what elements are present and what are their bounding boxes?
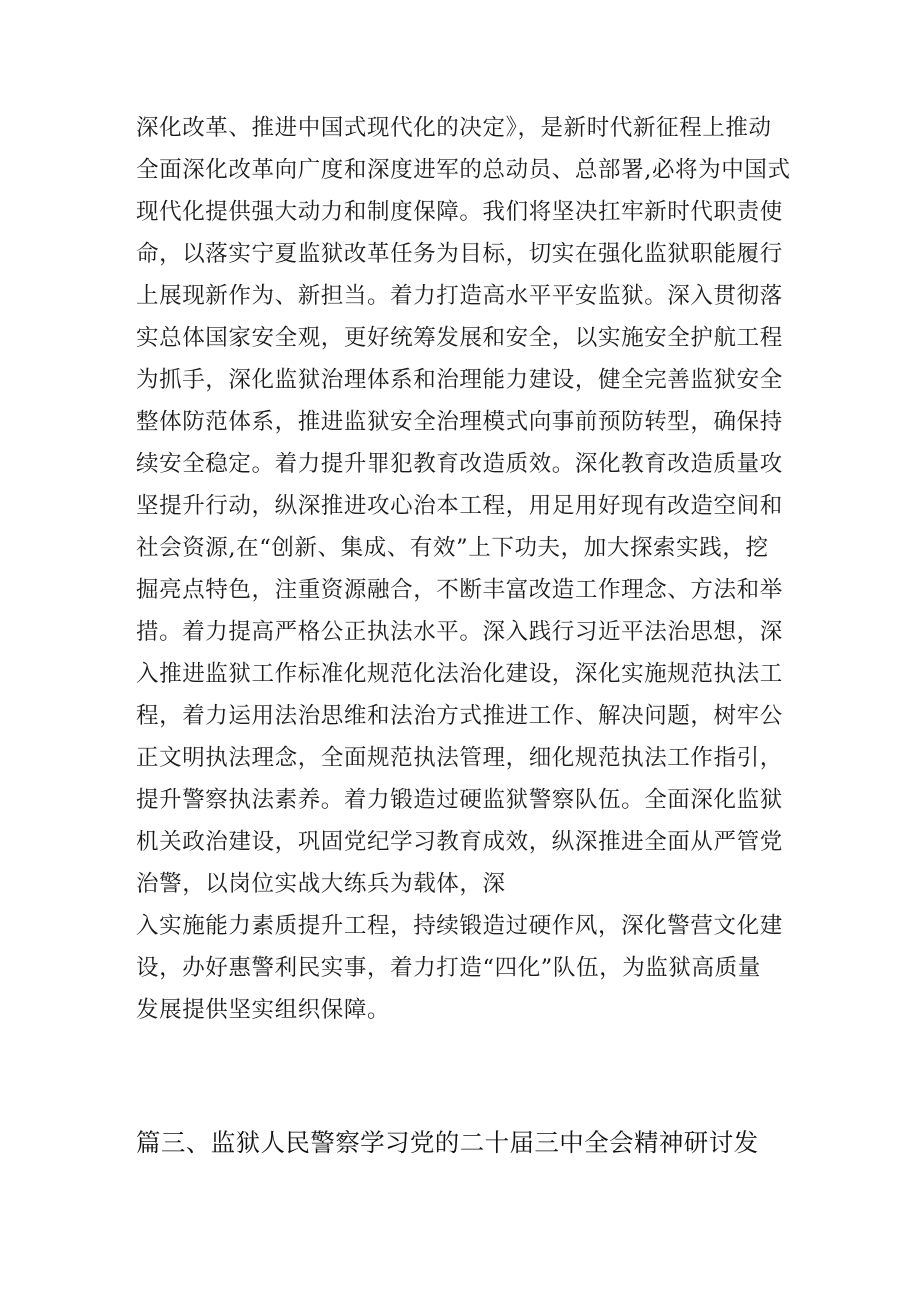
body-line-8: 整体防范体系，推进监狱安全治理模式向事前预防转型，确保持 (136, 409, 783, 435)
body-line-4: 命，以落实宁夏监狱改革任务为目标，切实在强化监狱职能履行 (136, 241, 783, 267)
body-line-9: 续安全稳定。着力提升罪犯教育改造质效。深化教育改造质量攻 (136, 451, 783, 477)
body-line-3: 现代化提供强大动力和制度保障。我们将坚决扛牢新时代职责使 (136, 199, 783, 225)
body-line-22: 发展提供坚实组织保障。 (136, 997, 391, 1023)
body-line-16: 正文明执法理念，全面规范执法管理，细化规范执法工作指引， (136, 745, 783, 771)
body-line-5: 上展现新作为、新担当。着力打造高水平平安监狱。深入贯彻落 (136, 283, 783, 309)
body-line-13: 措。着力提高严格公正执法水平。深入践行习近平法治思想，深 (136, 619, 783, 645)
body-line-19: 治警，以岗位实战大练兵为载体，深 (136, 871, 506, 897)
body-line-15: 程，着力运用法治思维和法治方式推进工作、解决问题，树牢公 (136, 703, 783, 729)
body-line-20: 入实施能力素质提升工程，持续锻造过硬作风，深化警营文化建 (136, 913, 783, 939)
body-line-17: 提升警察执法素养。着力锻造过硬监狱警察队伍。全面深化监狱 (136, 787, 783, 813)
body-line-1: 深化改革、推进中国式现代化的决定》，是新时代新征程上推动 (136, 115, 772, 141)
body-line-21: 设，办好惠警利民实事，着力打造“四化”队伍，为监狱高质量 (136, 955, 761, 981)
body-line-18: 机关政治建设，巩固党纪学习教育成效，纵深推进全面从严管党 (136, 829, 783, 855)
section-heading: 篇三、监狱人民警察学习党的二十届三中全会精神研讨发 (136, 1128, 759, 1157)
body-line-6: 实总体国家安全观，更好统筹发展和安全，以实施安全护航工程 (136, 325, 783, 351)
body-line-12: 掘亮点特色，注重资源融合，不断丰富改造工作理念、方法和举 (136, 577, 783, 603)
body-line-11: 社会资源,在“创新、集成、有效”上下功夫，加大探索实践，挖 (136, 535, 769, 561)
body-line-14: 入推进监狱工作标准化规范化法治化建设，深化实施规范执法工 (136, 661, 783, 687)
body-line-2: 全面深化改革向广度和深度进军的总动员、总部署,必将为中国式 (136, 157, 791, 183)
body-line-7: 为抓手，深化监狱治理体系和治理能力建设，健全完善监狱安全 (136, 367, 783, 393)
body-line-10: 坚提升行动，纵深推进攻心治本工程，用足用好现有改造空间和 (136, 493, 783, 519)
